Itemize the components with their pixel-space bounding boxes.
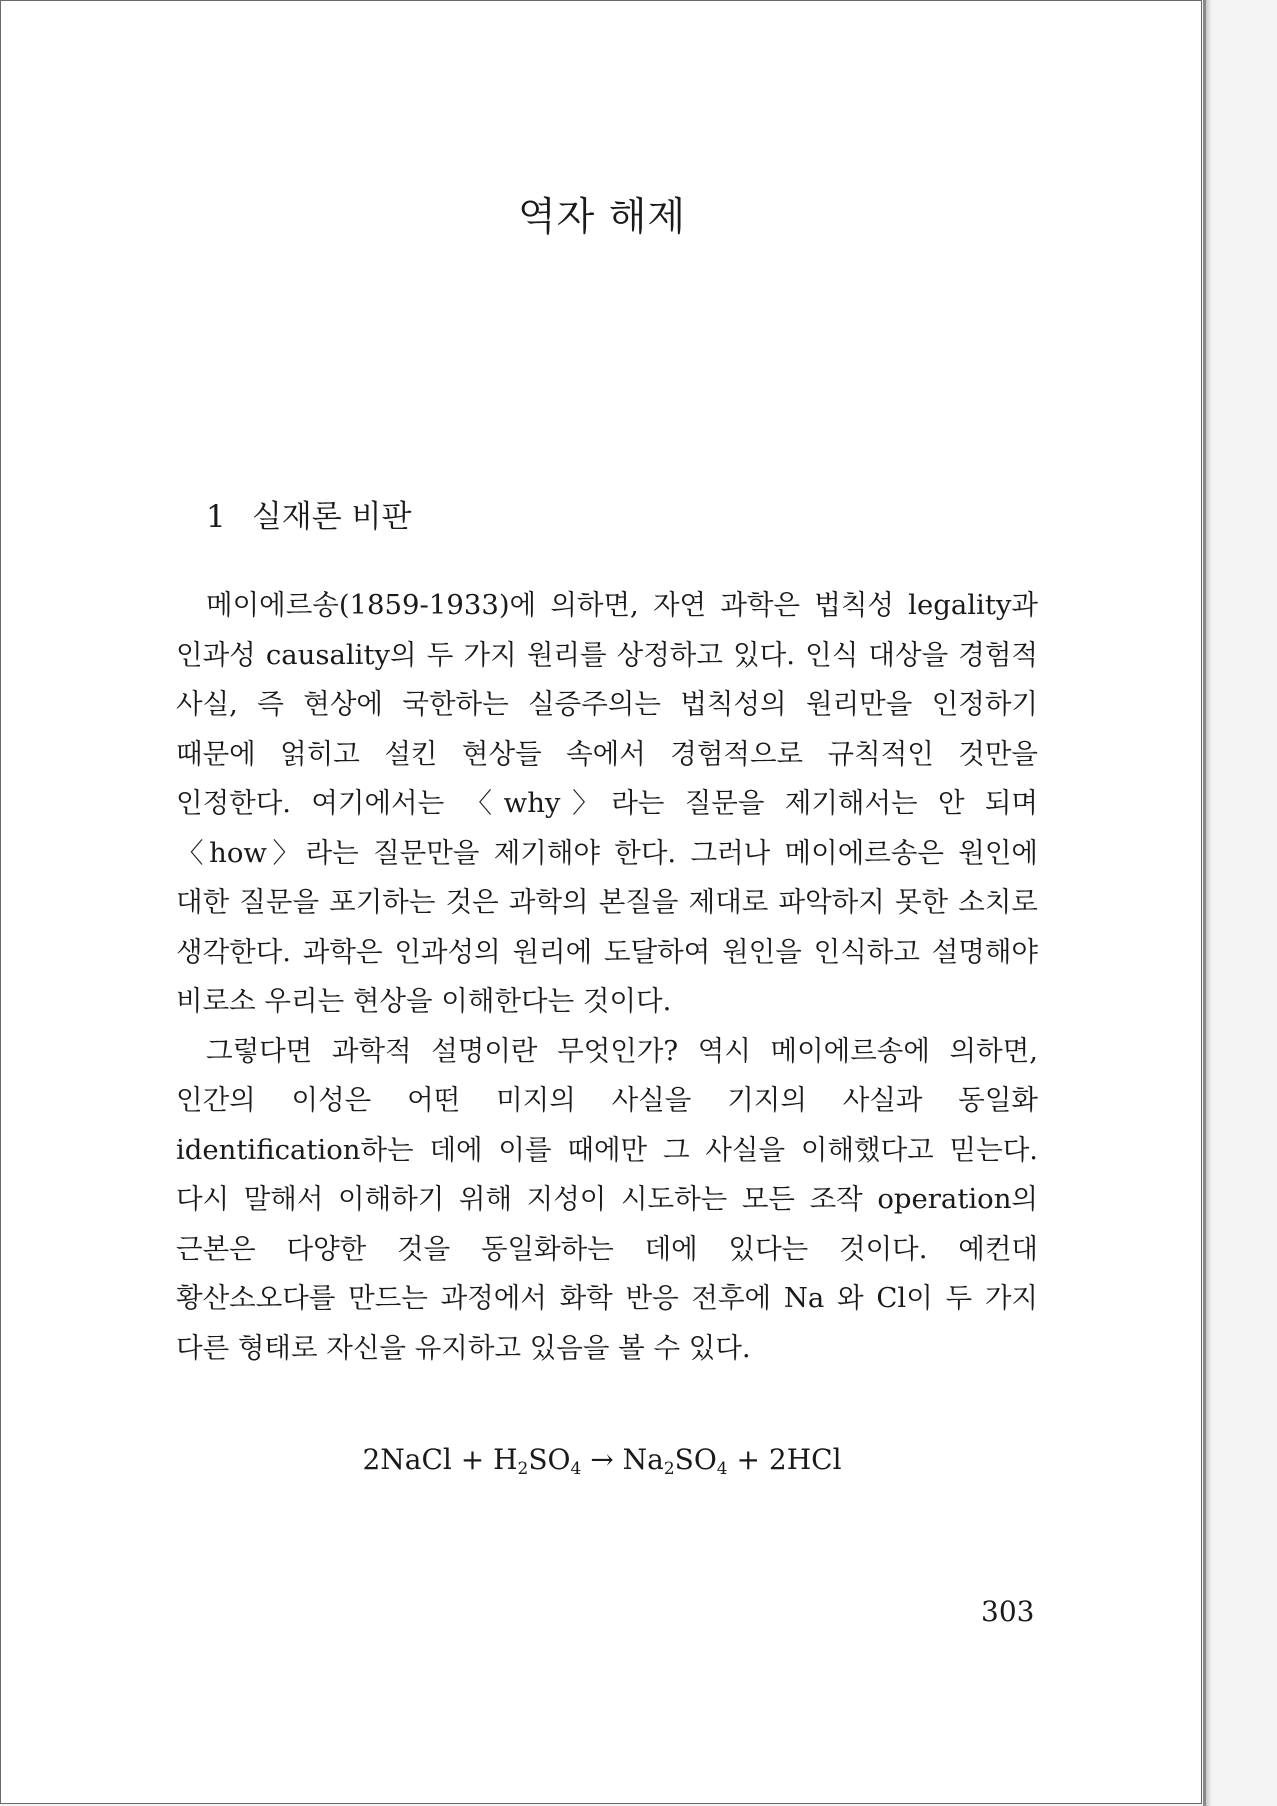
section-number: 1 xyxy=(206,499,226,535)
page-edge-gradient xyxy=(1206,0,1212,1806)
equation-operator: + xyxy=(736,1443,760,1476)
page-title: 역자 해제 xyxy=(517,195,687,240)
equation-arrow: → xyxy=(590,1443,614,1476)
equation-operator: + xyxy=(460,1443,485,1476)
body-text xyxy=(176,581,1038,1373)
equation-term: 2HCl xyxy=(768,1443,842,1476)
equation-term: $Na_2SO_4$ xyxy=(622,1443,728,1479)
equation-term: 2NaCl xyxy=(362,1443,452,1476)
chemical-equation xyxy=(1,1443,1203,1479)
equation-term: $H_2SO_4$ xyxy=(493,1443,582,1479)
page-number: 303 xyxy=(981,1595,1035,1628)
paragraph-1: 메이에르송(1859-1933)에 의하면, 자연 과학은 법칙성 legality과 인과성 causality의 두 가지 원리를 상정하고 있다. 인식 대상을 경험적 사실, 즉 현상에 국한하는 실증주의는 법칙성의 원리만을 인정하기 때문에 얽히고 설킨 현상들 속에서 경험적으로 규칙적인 것만을 인정한다. 여기에서는 〈why〉라는 질문을 제기해서는 안 되며 〈how〉라는 질문만을 제기해야 한다. 그러나 메이에르송은 원인에 대한 질문을 포기하는 것은 과학의 본질을 제대로 파악하지 못한 소치로 생각한다. 과학은 인과성의 원리에 도달하여 원인을 인식하고 설명해야 비로소 우리는 현상을 이해한다는 것이다. xyxy=(176,589,1038,1017)
paragraph-2: 그렇다면 과학적 설명이란 무엇인가? 역시 메이에르송에 의하면, 인간의 이성은 어떤 미지의 사실을 기지의 사실과 동일화 identification하는 데에 이를 때에만 그 사실을 이해했다고 믿는다. 다시 말해서 이해하기 위해 지성이 시도하는 모든 조작 operation의 근본은 다양한 것을 동일화하는 데에 있다는 것이다. 예컨대 황산소오다를 만드는 과정에서 화학 반응 전후에 Na 와 Cl이 두 가지 다른 형태로 자신을 유지하고 있음을 볼 수 있다. xyxy=(176,1034,1038,1364)
section-heading xyxy=(206,491,411,536)
section-title: 실재론 비판 xyxy=(251,499,412,535)
